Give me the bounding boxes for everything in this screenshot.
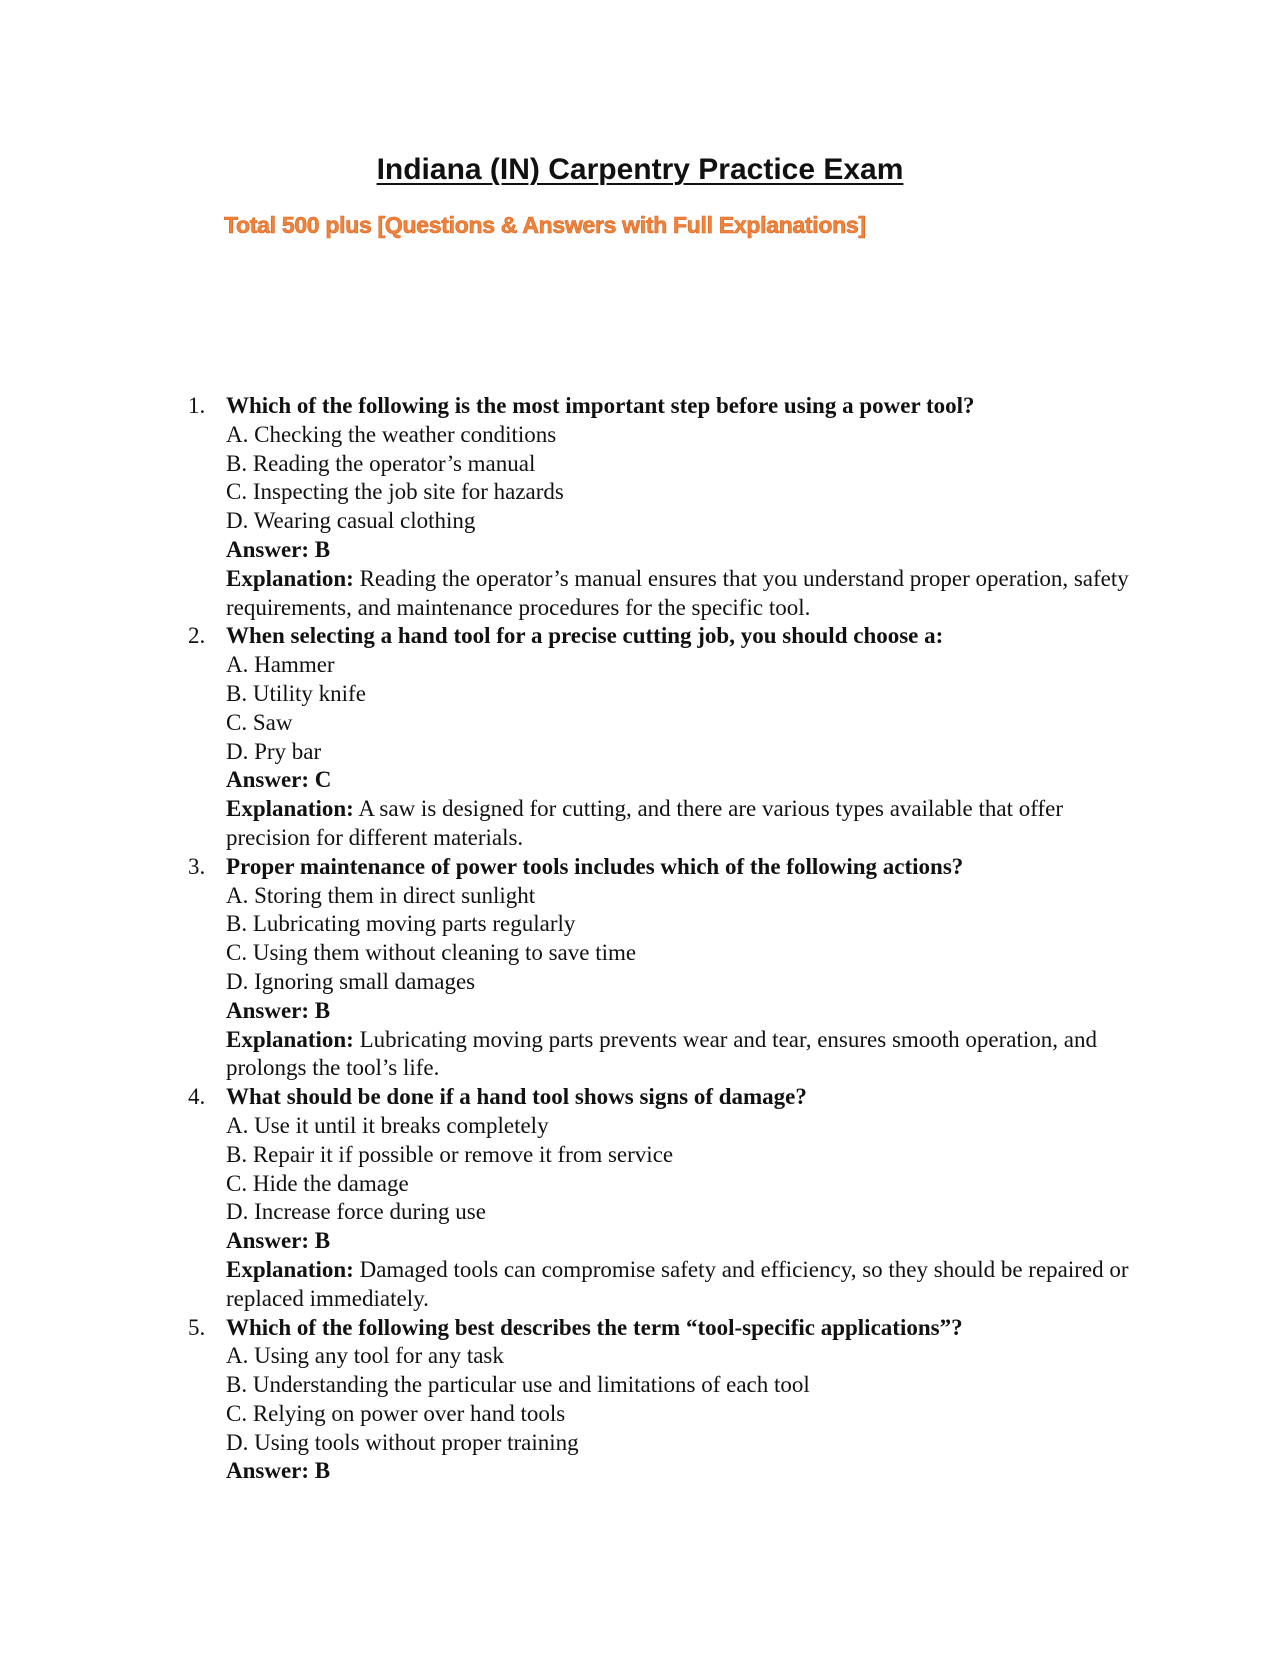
answer-line [226, 536, 1130, 565]
option-b: B. Reading the operator’s manual [226, 450, 536, 476]
option-d: D. Ignoring small damages [226, 968, 476, 994]
option-c: C. Inspecting the job site for hazards [226, 479, 564, 505]
option-c: C. Hide the damage [226, 1170, 409, 1196]
answer-label: Answer: [226, 536, 310, 562]
question-text: Which of the following best describes the term “tool-specific applications”? [226, 1314, 963, 1340]
question-text: What should be done if a hand tool shows signs of damage? [226, 1084, 807, 1110]
option-d: D. Wearing casual clothing [226, 508, 476, 534]
option-c: C. Relying on power over hand tools [226, 1400, 566, 1426]
answer-value: B [314, 1458, 331, 1484]
option-a: A. Using any tool for any task [226, 1343, 504, 1369]
answer-value: C [314, 767, 332, 793]
answer-value: B [314, 1228, 331, 1254]
answer-label: Answer: [226, 997, 310, 1023]
question-number: 3. [188, 853, 206, 879]
explanation-line [226, 565, 1130, 623]
question-item [0, 1314, 1280, 1487]
answer-value: B [314, 997, 331, 1023]
option-d: D. Increase force during use [226, 1199, 486, 1225]
explanation-text: A saw is designed for cutting, and there are various types available that offer precision for different materials. [226, 796, 1063, 850]
option-a: A. Use it until it breaks completely [226, 1112, 549, 1138]
question-item [0, 853, 1280, 1083]
answer-line [226, 997, 1130, 1026]
option-a: A. Checking the weather conditions [226, 421, 557, 447]
option-b: B. Repair it if possible or remove it from service [226, 1141, 674, 1167]
question-number: 4. [188, 1084, 206, 1110]
question-item [0, 1083, 1280, 1313]
question-text: When selecting a hand tool for a precise cutting job, you should choose a: [226, 623, 944, 649]
page-title-text: Indiana (IN) Carpentry Practice Exam [376, 153, 904, 186]
explanation-text: Lubricating moving parts prevents wear and tear, ensures smooth operation, and prolongs the tool’s life. [226, 1026, 1097, 1081]
explanation-text: Reading the operator’s manual ensures that you understand proper operation, safety requirements, and maintenance procedures for the specific tool. [226, 565, 1129, 620]
question-number: 2. [188, 623, 206, 649]
question-number: 5. [188, 1314, 206, 1340]
answer-label: Answer: [226, 1228, 310, 1254]
option-c: C. Using them without cleaning to save time [226, 940, 637, 966]
option-a: A. Hammer [226, 652, 335, 678]
explanation-label: Explanation: [226, 565, 354, 591]
answer-line [226, 1227, 1130, 1256]
explanation-line [226, 1256, 1130, 1314]
question-item [0, 622, 1280, 852]
answer-label: Answer: [226, 767, 310, 793]
explanation-line [226, 1026, 1130, 1084]
explanation-label: Explanation: [226, 1026, 354, 1052]
answer-value: B [314, 536, 331, 562]
option-b: B. Utility knife [226, 680, 366, 706]
answer-line [226, 766, 1130, 795]
option-d: D. Using tools without proper training [226, 1429, 579, 1455]
option-b: B. Understanding the particular use and limitations of each tool [226, 1372, 810, 1398]
option-d: D. Pry bar [226, 738, 322, 764]
question-text: Which of the following is the most important step before using a power tool? [226, 393, 975, 418]
explanation-label: Explanation: [226, 1256, 354, 1282]
page-title [0, 152, 1280, 188]
question-number: 1. [188, 393, 206, 418]
question-text: Proper maintenance of power tools includes which of the following actions? [226, 853, 964, 879]
answer-line [226, 1457, 1130, 1486]
question-list [0, 392, 1280, 1486]
option-b: B. Lubricating moving parts regularly [226, 911, 576, 937]
explanation-line [226, 795, 1130, 853]
option-c: C. Saw [226, 709, 293, 735]
page-subtitle: Total 500 plus [Questions & Answers with Full Explanations] [224, 212, 866, 238]
answer-label: Answer: [226, 1458, 310, 1484]
question-item [0, 392, 1280, 622]
option-a: A. Storing them in direct sunlight [226, 882, 536, 908]
explanation-text: Damaged tools can compromise safety and efficiency, so they should be repaired or replaced immediately. [226, 1256, 1129, 1311]
explanation-label: Explanation: [226, 796, 354, 822]
